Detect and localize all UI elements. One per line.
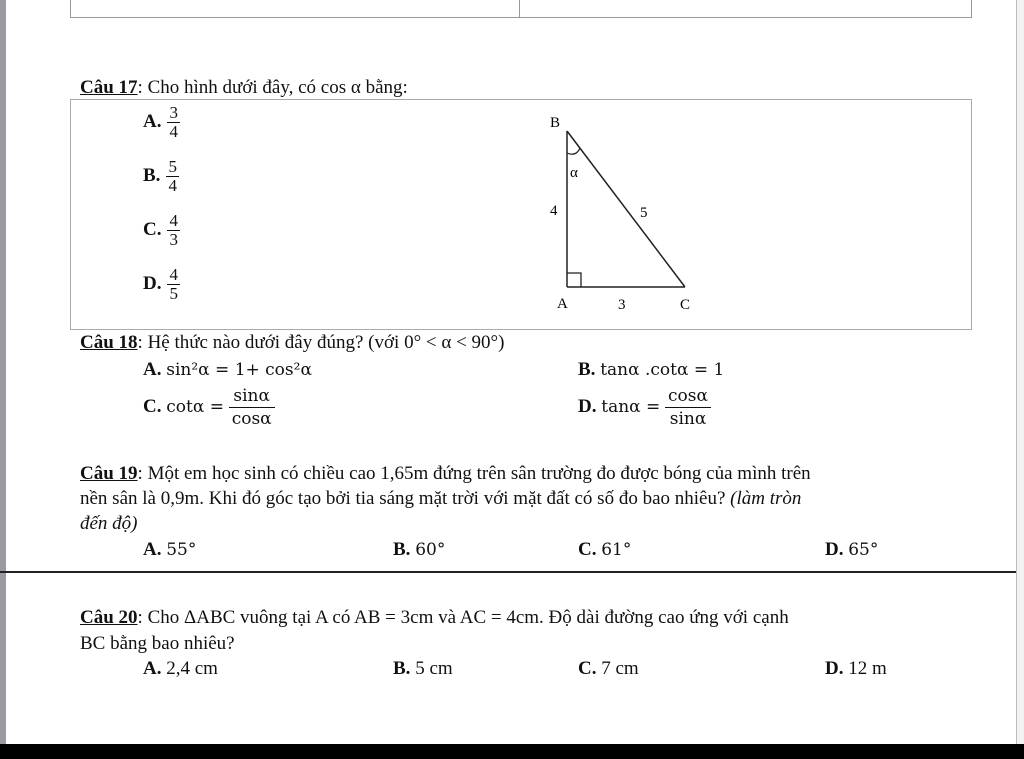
vertical-scrollbar[interactable] — [1016, 0, 1024, 759]
right-angle-mark — [567, 273, 581, 287]
q17-text: : Cho hình dưới đây, có cos α bằng: — [137, 77, 408, 98]
q17-box — [70, 99, 972, 330]
fraction: $\frac{4}{3}$ — [169, 211, 178, 249]
option-letter: A. — [143, 359, 162, 380]
fraction: $\frac{\sin\alpha}{\cos\alpha}$ — [229, 385, 275, 430]
alpha-label: α — [570, 165, 578, 181]
q18-option-b[interactable] — [578, 358, 724, 382]
q19-option-b[interactable]: B. 60° — [393, 539, 446, 560]
side-bc — [567, 131, 685, 287]
angle-arc — [567, 148, 580, 154]
q17-option-b[interactable] — [143, 158, 179, 195]
q19-line1 — [80, 462, 811, 486]
option-letter: D. — [578, 395, 597, 417]
page-break-line — [0, 571, 1016, 573]
q20-option-d[interactable]: D. 12 m — [825, 658, 887, 679]
bottom-taskbar — [0, 744, 1024, 759]
option-lhs: tanα = — [601, 396, 661, 417]
right-triangle-figure — [530, 105, 710, 320]
q19-option-a[interactable]: A. 55° — [143, 539, 197, 560]
q20-text-1: : Cho ΔABC vuông tại A có AB = 3cm và AC = 4cm. Độ dài đường cao ứng với cạnh — [137, 607, 789, 628]
q20-label: Câu 20 — [80, 607, 138, 628]
side-ab-label: 4 — [550, 203, 558, 219]
fraction: $\frac{4}{5}$ — [169, 265, 178, 303]
q19-line2 — [80, 487, 801, 511]
q19-line3: đến độ) — [80, 513, 138, 534]
fraction: $\frac{\cos\alpha}{\sin\alpha}$ — [665, 385, 711, 430]
q17-option-d[interactable] — [143, 266, 180, 303]
option-letter: D. — [143, 272, 162, 294]
q17-heading — [80, 76, 408, 100]
fraction: $\frac{5}{4}$ — [168, 157, 177, 195]
previous-table-row — [70, 0, 972, 18]
q20-line1 — [80, 606, 789, 630]
q18-label: Câu 18 — [80, 332, 138, 353]
option-letter: A. — [143, 110, 162, 132]
option-letter: C. — [143, 395, 162, 417]
q19-text-2-italic: (làm tròn — [730, 488, 802, 509]
q19-text-2: nền sân là 0,9m. Khi đó góc tạo bởi tia sáng mặt trời với mặt đất có số đo bao nhiêu? — [80, 488, 731, 509]
option-letter: B. — [143, 164, 161, 186]
q20-option-b[interactable]: B. 5 cm — [393, 658, 453, 679]
q20-line2: BC bằng bao nhiêu? — [80, 633, 235, 654]
q18-text: : Hệ thức nào dưới đây đúng? (với 0° < α < 90°) — [137, 332, 505, 353]
q19-option-d[interactable]: D. 65° — [825, 539, 879, 560]
window-left-edge — [0, 0, 6, 759]
q19-option-c[interactable]: C. 61° — [578, 539, 632, 560]
q20-option-a[interactable]: A. 2,4 cm — [143, 658, 218, 679]
q20-option-c[interactable]: C. 7 cm — [578, 658, 639, 679]
vertex-c: C — [680, 297, 691, 313]
option-expression: tanα .cotα = 1 — [600, 360, 725, 380]
side-ac-label: 3 — [618, 297, 626, 313]
q17-label: Câu 17 — [80, 77, 138, 98]
q18-heading — [80, 331, 504, 355]
q19-label: Câu 19 — [80, 463, 138, 484]
side-bc-label: 5 — [640, 205, 648, 221]
q18-option-a[interactable] — [143, 358, 312, 382]
option-letter: C. — [143, 218, 162, 240]
vertex-a: A — [557, 296, 568, 312]
q18-option-c[interactable] — [143, 385, 275, 430]
q18-option-d[interactable] — [578, 385, 711, 430]
q19-text-1: : Một em học sinh có chiều cao 1,65m đứng trên sân trường đo được bóng của mình trên — [137, 463, 811, 484]
option-expression: sin²α = 1+ cos²α — [166, 360, 312, 380]
option-letter: B. — [578, 359, 596, 380]
vertex-b: B — [550, 115, 561, 131]
fraction: $\frac{3}{4}$ — [169, 103, 178, 141]
q17-option-a[interactable] — [143, 104, 180, 141]
option-lhs: cotα = — [166, 396, 224, 417]
q17-option-c[interactable] — [143, 212, 180, 249]
